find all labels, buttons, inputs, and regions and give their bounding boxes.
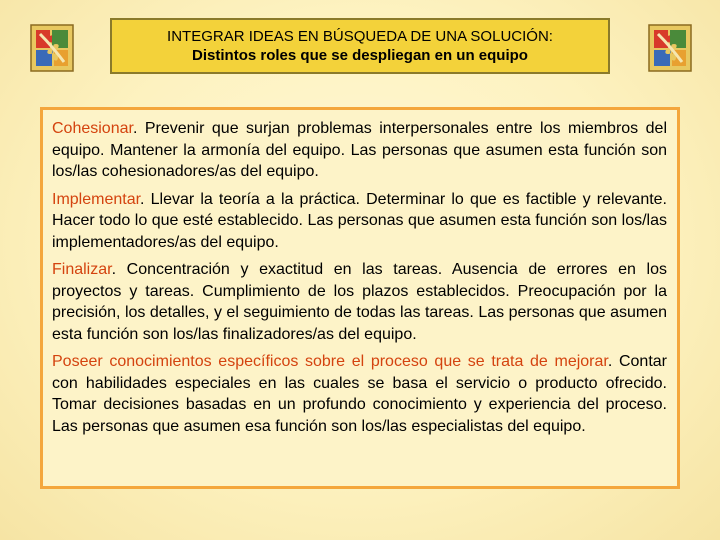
role-description: . Llevar la teoría a la práctica. Determinar lo que es factible y relevante. Hacer todo lo que esté establecido. Las personas que asumen esta función son los/las implementadores/as del equipo.: [52, 190, 667, 251]
role-description: . Contar con habilidades especiales en las cuales se basa el servicio o producto ofrecido. Tomar decisiones basadas en un profundo conocimiento y experiencia del proceso. Las personas que asumen esa función son los/las especialistas del equipo.: [52, 353, 667, 435]
role-paragraph-especialista: [52, 351, 667, 437]
role-paragraph-implementar: [52, 189, 667, 254]
role-description: . Prevenir que surjan problemas interpersonales entre los miembros del equipo. Mantener la armonía del equipo. Las personas que asumen esta función son los/las cohesionadores/as del equipo.: [52, 120, 667, 180]
slide-title: [110, 18, 610, 74]
role-paragraph-cohesionar: [52, 118, 667, 183]
role-term: Implementar: [52, 190, 141, 208]
puzzle-logo-icon: [30, 24, 74, 72]
role-term: Poseer conocimientos específicos sobre el proceso que se trata de mejorar: [52, 353, 608, 370]
role-description: . Concentración y exactitud en las tareas. Ausencia de errores en los proyectos y tareas. Cumplimiento de los plazos establecidos. Preocupación por la precisión, los detalles, y el seguimiento de todas las tareas. Las personas que asumen esta función son los/las finalizadores/as del equipo.: [52, 261, 667, 343]
role-paragraph-finalizar: [52, 259, 667, 345]
role-term: Cohesionar: [52, 120, 133, 137]
title-line-2: Distintos roles que se despliegan en un equipo: [192, 47, 528, 64]
roles-content-box: [40, 107, 680, 489]
title-line-1: INTEGRAR IDEAS EN BÚSQUEDA DE UNA SOLUCIÓN:: [167, 28, 553, 45]
role-term: Finalizar: [52, 261, 112, 278]
puzzle-logo-icon: [648, 24, 692, 72]
